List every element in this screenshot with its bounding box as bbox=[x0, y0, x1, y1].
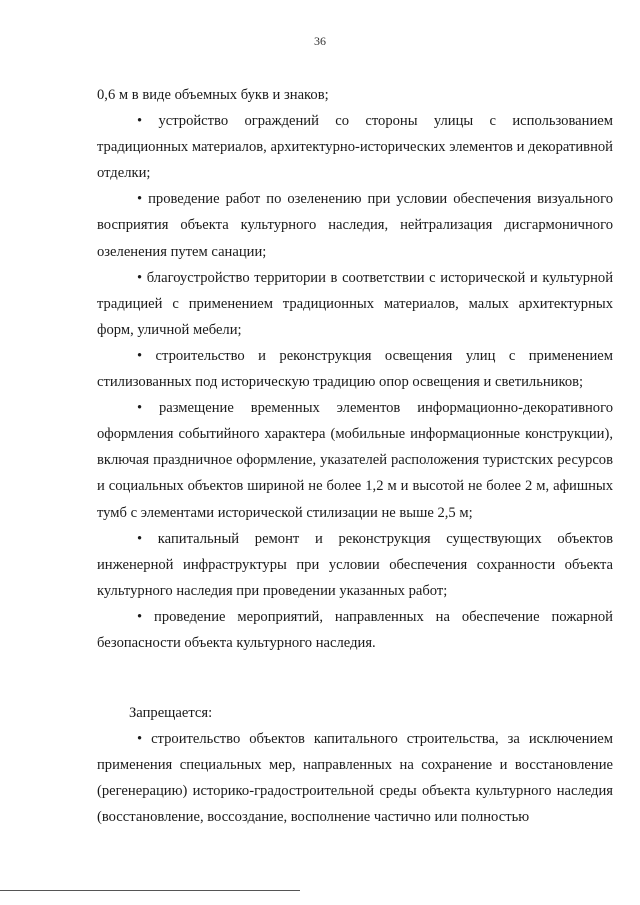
document-body bbox=[97, 82, 613, 831]
section-gap bbox=[97, 656, 613, 700]
list-item-temporary-elements: • размещение временных элементов информационно-декоративного оформления событийного характера (мобильные информационные конструкции), включая праздничное оформление, указателей расположения туристских ресурсов и социальных объектов шириной не более 1,2 м и высотой не более 2 м, афишных тумб с элементами исторической стилизации не выше 2,5 м; bbox=[97, 400, 613, 521]
list-item-lighting: • строительство и реконструкция освещения улиц с применением стилизованных под историческую традицию опор освещения и светильников; bbox=[97, 347, 613, 391]
paragraph-continuation: 0,6 м в виде объемных букв и знаков; bbox=[97, 87, 329, 103]
list-item-landscaping: • благоустройство территории в соответствии с исторической и культурной традицией с применением традиционных материалов, малых архитектурных форм, уличной мебели; bbox=[97, 269, 613, 338]
page-number: 36 bbox=[314, 34, 326, 48]
footnote-divider bbox=[0, 890, 300, 891]
list-item-greening: • проведение работ по озеленению при условии обеспечения визуального восприятия объекта культурного наследия, нейтрализация дисгармоничного озеленения путем санации; bbox=[97, 191, 613, 260]
list-item-prohibited-construction: • строительство объектов капитального строительства, за исключением применения специальных мер, направленных на сохранение и восстановление (регенерацию) историко-градостроительной среды объекта культурного наследия (восстановление, воссоздание, восполнение частично или полностью bbox=[97, 731, 613, 826]
list-item-fence: • устройство ограждений со стороны улицы с использованием традиционных материалов, архитектурно-исторических элементов и декоративной отделки; bbox=[97, 113, 613, 182]
section-heading-prohibited: Запрещается: bbox=[129, 705, 213, 722]
list-item-infrastructure: • капитальный ремонт и реконструкция существующих объектов инженерной инфраструктуры при условии обеспечения сохранности объекта культурного наследия при проведении указанных работ; bbox=[97, 530, 613, 599]
list-item-fire-safety: • проведение мероприятий, направленных на обеспечение пожарной безопасности объекта культурного наследия. bbox=[97, 608, 613, 651]
